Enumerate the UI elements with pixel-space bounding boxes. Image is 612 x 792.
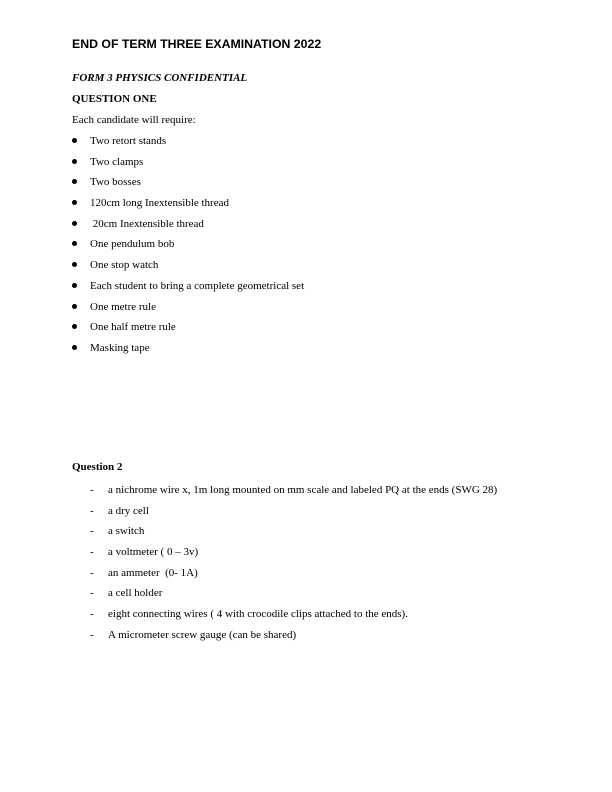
list-item-text: Two bosses bbox=[90, 176, 141, 189]
list-item-text: an ammeter (0- 1A) bbox=[108, 566, 198, 579]
question-one-heading: QUESTION ONE bbox=[72, 93, 157, 105]
bullet-icon bbox=[72, 304, 77, 309]
bullet-icon bbox=[72, 179, 77, 184]
dash-marker: - bbox=[90, 525, 94, 538]
dash-marker: - bbox=[90, 504, 94, 517]
list-item-text: a cell holder bbox=[108, 587, 163, 600]
dash-marker: - bbox=[90, 546, 94, 559]
list-item-text: 20cm Inextensible thread bbox=[90, 217, 204, 230]
list-item-text: 120cm long Inextensible thread bbox=[90, 197, 229, 210]
bullet-icon bbox=[72, 241, 77, 246]
list-item-text: A micrometer screw gauge (can be shared) bbox=[108, 628, 297, 641]
dash-marker: - bbox=[90, 608, 94, 621]
list-item-text: a dry cell bbox=[108, 504, 149, 517]
bullet-icon bbox=[72, 283, 77, 288]
dash-marker: - bbox=[90, 484, 94, 496]
document-title: END OF TERM THREE EXAMINATION 2022 bbox=[72, 37, 322, 51]
dash-marker: - bbox=[90, 587, 94, 600]
question-two-heading: Question 2 bbox=[72, 461, 123, 473]
dash-marker: - bbox=[90, 628, 94, 641]
list-item-text: a voltmeter ( 0 – 3v) bbox=[108, 546, 199, 559]
bullet-icon bbox=[72, 345, 77, 350]
dash-marker: - bbox=[90, 566, 94, 579]
bullet-icon bbox=[72, 138, 77, 143]
list-item-text: Two retort stands bbox=[90, 135, 167, 147]
list-item-text: a switch bbox=[108, 525, 145, 538]
list-item-text: Masking tape bbox=[90, 341, 150, 354]
list-item-text: One pendulum bob bbox=[90, 238, 175, 251]
document-subtitle: FORM 3 PHYSICS CONFIDENTIAL bbox=[72, 72, 248, 84]
bullet-icon bbox=[72, 200, 77, 205]
bullet-icon bbox=[72, 159, 77, 164]
list-item-text: eight connecting wires ( 4 with crocodile clips attached to the ends). bbox=[108, 608, 408, 621]
list-item-text: a nichrome wire x, 1m long mounted on mm scale and labeled PQ at the ends (SWG 28) bbox=[108, 484, 498, 496]
list-item-text: One stop watch bbox=[90, 259, 159, 272]
bullet-icon bbox=[72, 221, 77, 226]
bullet-icon bbox=[72, 262, 77, 267]
bullet-icon bbox=[72, 324, 77, 329]
list-item-text: Each student to bring a complete geometrical set bbox=[90, 279, 305, 292]
list-item-text: One half metre rule bbox=[90, 321, 176, 334]
list-item-text: Two clamps bbox=[90, 155, 144, 168]
list-item-text: One metre rule bbox=[90, 300, 156, 313]
question-one-intro: Each candidate will require: bbox=[72, 114, 196, 126]
